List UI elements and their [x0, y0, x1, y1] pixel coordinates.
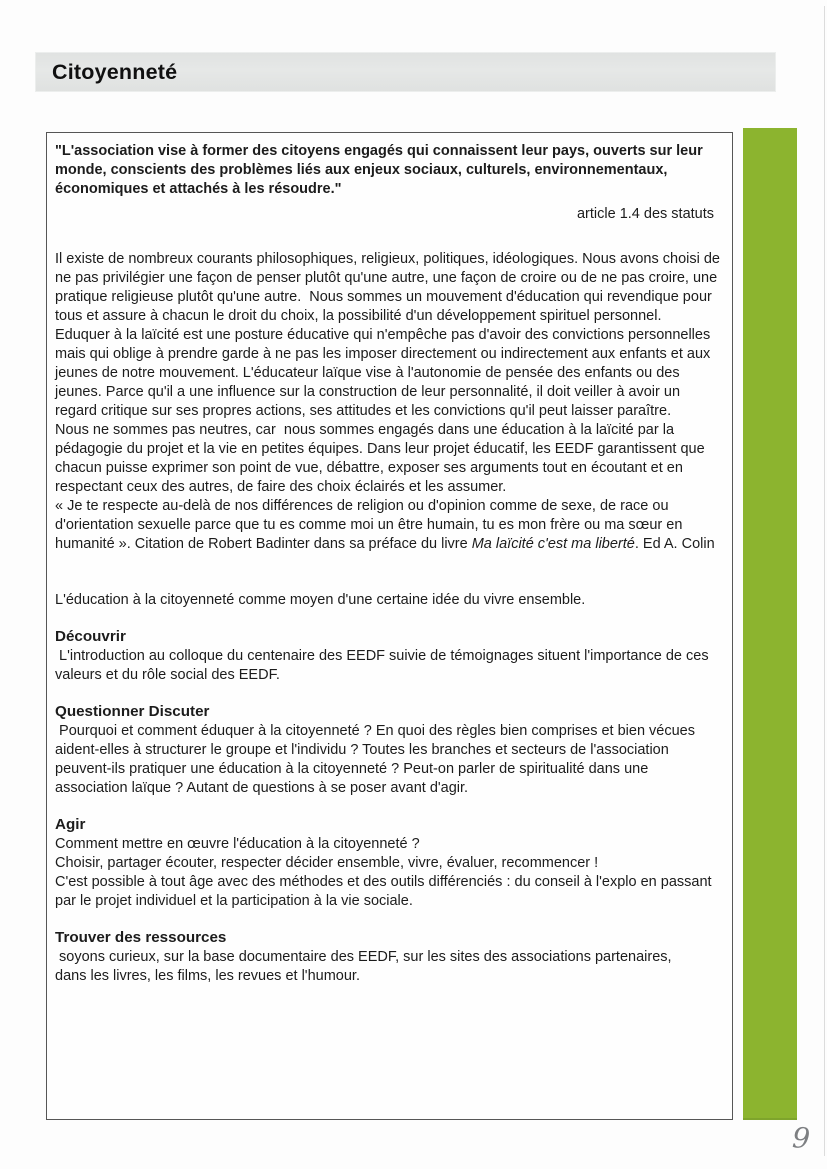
handwritten-page-number: 9	[791, 1121, 811, 1156]
intro-text-block	[55, 250, 725, 554]
citation-text-end: . Ed A. Colin	[634, 536, 715, 552]
section-body-line: dans les livres, les films, les revues et l'humour.	[55, 968, 360, 984]
section-heading: Questionner Discuter	[55, 703, 210, 720]
main-content-box	[46, 132, 733, 1120]
section-heading: Agir	[55, 816, 86, 833]
section-trouver-des-ressources	[55, 928, 720, 986]
chapter-header-band	[35, 52, 776, 92]
citation-text-start: « Je te respecte au-delà de nos différences de religion ou d'opinion comme de sexe, de race ou d'orientation sexuelle parce que tu es comme moi un être humain, tu es mon frère ou ma sœur en humanité ». Citation de Robert Badinter dans sa préface du livre	[55, 498, 687, 552]
statutes-quote: "L'association vise à former des citoyens engagés qui connaissent leur pays, ouverts sur leur monde, conscients des problèmes liés aux enjeux sociaux, culturels, environnementaux, économiques et attachés à les résoudre."	[55, 143, 707, 197]
section-body-line: Pourquoi et comment éduquer à la citoyenneté ? En quoi des règles bien comprises et bien vécues aident-elles à structurer le groupe et l'individu ? Toutes les branches et secteurs de l'association peuvent-ils pratiquer une éducation à la citoyenneté ? Peut-on parler de spiritualité dans une association laïque ? Autant de questions à se poser avant d'agir.	[55, 723, 700, 796]
section-body-line: Choisir, partager écouter, respecter décider ensemble, vivre, évaluer, recommencer !	[55, 855, 599, 871]
green-accent-sidebar	[743, 128, 797, 1120]
section-body-line: Comment mettre en œuvre l'éducation à la citoyenneté ?	[55, 836, 420, 852]
section-heading: Trouver des ressources	[55, 929, 227, 946]
section-body-line: C'est possible à tout âge avec des méthodes et des outils différenciés : du conseil à l'explo en passant par le projet individuel et la participation à la vie sociale.	[55, 874, 716, 909]
section-body-line: soyons curieux, sur la base documentaire des EEDF, sur les sites des associations partenaires,	[55, 949, 672, 965]
section-questionner-discuter	[55, 702, 720, 798]
intro-paragraph-1: Il existe de nombreux courants philosophiques, religieux, politiques, idéologiques. Nous avons choisi de ne pas privilégier une façon de penser plutôt qu'une autre, une façon de croire ou de ne pas croire, une pratique religieuse plutôt qu'une autre. Nous sommes un mouvement d'éducation qui revendique pour tous et assure à chacun le droit du choix, la possibilité d'un développement spirituel personnel.	[55, 251, 725, 324]
scan-edge-artifact	[824, 6, 825, 1156]
page-title: Citoyenneté	[52, 59, 178, 84]
intro-paragraph-3: Nous ne sommes pas neutres, car nous sommes engagés dans une éducation à la laïcité par la pédagogie du projet et la vie en petites équipes. Dans leur projet éducatif, les EEDF garantissent que chacun puisse exprimer son point de vue, débattre, exposer ses arguments tout en écoutant et en respectant ceux des autres, de faire des choix éclairés et les assumer.	[55, 422, 709, 495]
quote-attribution: article 1.4 des statuts	[576, 206, 714, 222]
section-heading: Découvrir	[55, 628, 126, 645]
section-agir	[55, 815, 720, 911]
citation-book-title: Ma laïcité c'est ma liberté	[471, 536, 635, 552]
section-body-line: L'introduction au colloque du centenaire des EEDF suivie de témoignages situent l'importance de ces valeurs et du rôle social des EEDF.	[55, 648, 713, 683]
intro-paragraph-2: Eduquer à la laïcité est une posture éducative qui n'empêche pas d'avoir des convictions personnelles mais qui oblige à prendre garde à ne pas les imposer directement ou indirectement aux enfants et aux jeunes de notre mouvement. L'éducateur laïque vise à l'autonomie de pensée des enfants ou des jeunes. Parce qu'il a une influence sur la construction de leur personnalité, il doit veiller à avoir un regard critique sur ses propres actions, ses attitudes et les convictions qu'il peut laisser paraître.	[55, 327, 715, 419]
lead-sentence: L'éducation à la citoyenneté comme moyen d'une certaine idée du vivre ensemble.	[55, 592, 586, 608]
badinter-citation	[55, 497, 720, 554]
section-decouvrir	[55, 627, 720, 685]
